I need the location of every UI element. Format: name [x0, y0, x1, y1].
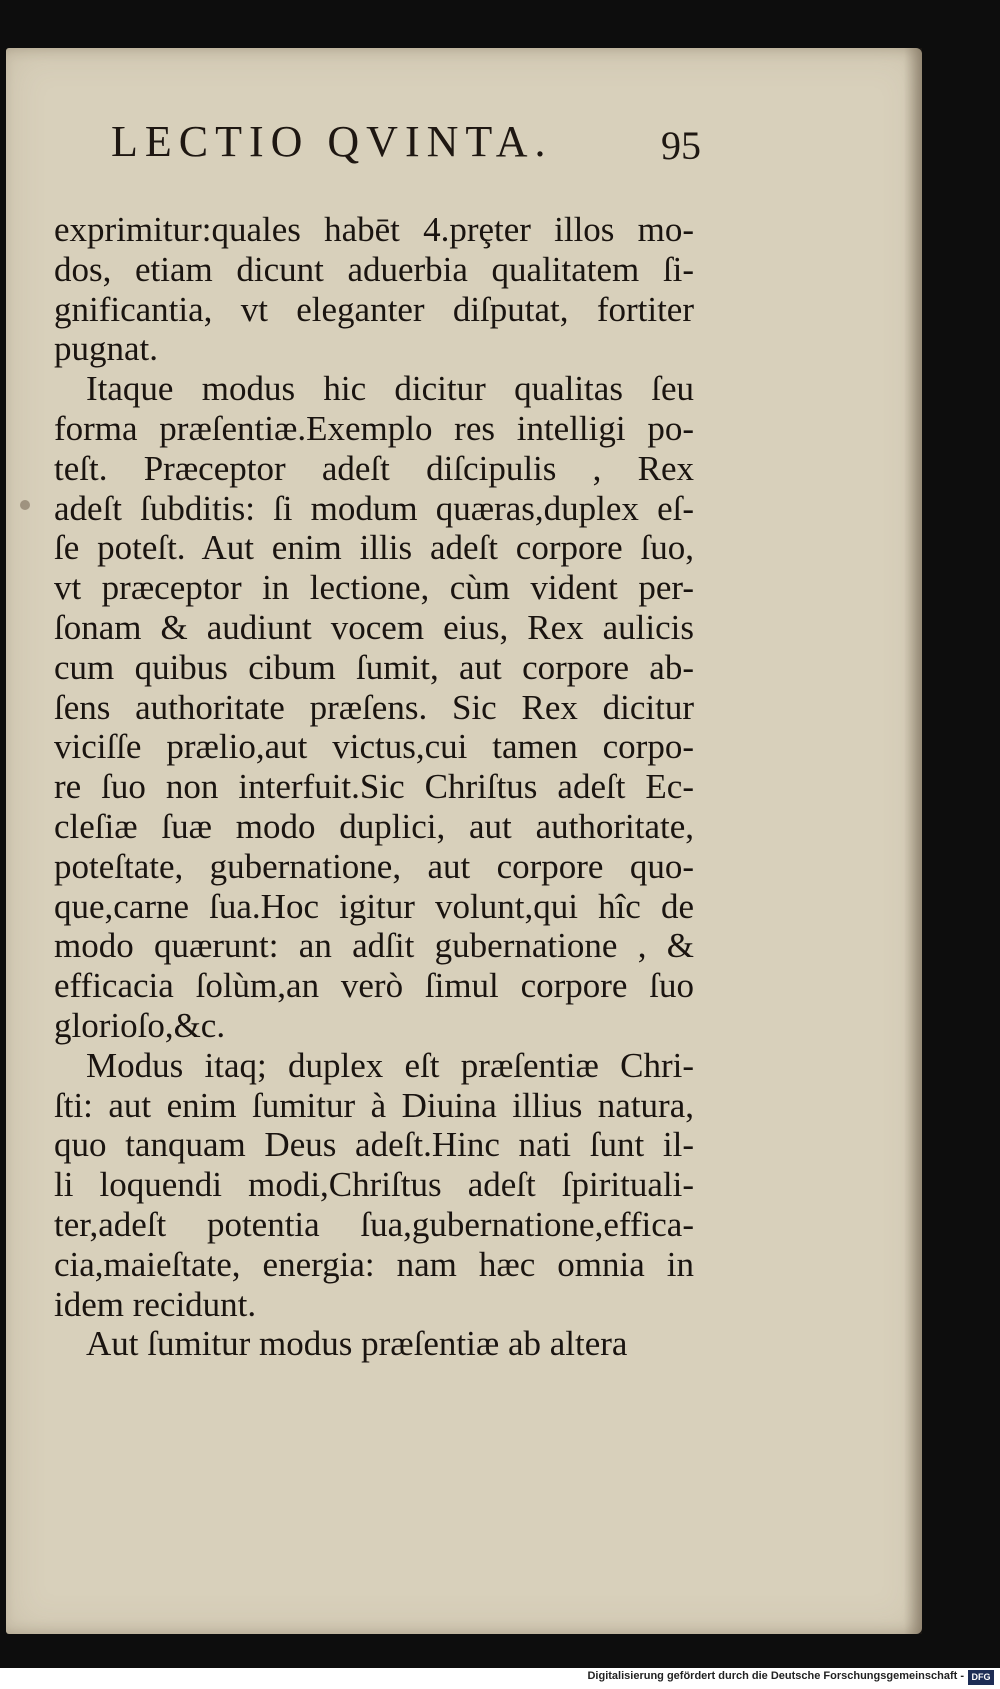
text-line: Aut ſumitur modus præſentiæ ab altera	[86, 1324, 628, 1364]
page-header	[111, 116, 701, 176]
text-line: gnificantia, vt eleganter diſputat, fortiter	[54, 289, 694, 329]
text-line: teſt. Præceptor adeſt diſcipulis , Rex	[54, 448, 694, 488]
book-page	[6, 48, 922, 1634]
running-title: LECTIO QVINTA.	[111, 117, 553, 166]
text-line: viciſſe prælio,aut victus,cui tamen corpo-	[54, 727, 694, 767]
page-number: 95	[661, 123, 701, 168]
text-line: idem recidunt.	[54, 1284, 257, 1324]
text-line: ſe poteſt. Aut enim illis adeſt corpore ſuo,	[54, 528, 694, 568]
text-line: pugnat.	[54, 329, 159, 369]
text-line: efficacia ſolùm,an verò ſimul corpore ſuo	[54, 966, 694, 1006]
text-line: Modus itaq; duplex eſt præſentiæ Chri-	[86, 1045, 694, 1085]
text-line: ter,adeſt potentia ſua,gubernatione,effica-	[54, 1204, 694, 1244]
paper-speck	[20, 500, 30, 510]
text-line: vt præceptor in lectione, cùm vident per-	[54, 568, 694, 608]
text-line: adeſt ſubditis: ſi modum quæras,duplex eſ-	[54, 488, 694, 528]
text-line: quo tanquam Deus adeſt.Hinc nati ſunt il-	[54, 1125, 694, 1165]
text-line: modo quærunt: an adſit gubernatione , &	[54, 926, 694, 966]
text-line: cleſiæ ſuæ modo duplici, aut authoritate,	[54, 806, 694, 846]
text-line: re ſuo non interfuit.Sic Chriſtus adeſt Ec-	[54, 767, 694, 807]
text-line: Itaque modus hic dicitur qualitas ſeu	[86, 369, 694, 409]
body-text	[54, 210, 694, 1364]
text-line: poteſtate, gubernatione, aut corpore quo-	[54, 846, 694, 886]
text-line: forma præſentiæ.Exemplo res intelligi po-	[54, 408, 694, 448]
text-line: glorioſo,&c.	[54, 1005, 226, 1045]
text-line: exprimitur:quales habēt 4.prȩter illos mo-	[54, 210, 694, 249]
dfg-logo: DFG	[968, 1670, 994, 1685]
text-line: ſti: aut enim ſumitur à Diuina illius natura,	[54, 1085, 694, 1125]
text-line: que,carne ſua.Hoc igitur volunt,qui hîc de	[54, 886, 694, 926]
text-line: ſonam & audiunt vocem eius, Rex aulicis	[54, 607, 694, 647]
text-line: li loquendi modi,Chriſtus adeſt ſpirituali-	[54, 1165, 694, 1205]
text-line: ſens authoritate præſens. Sic Rex dicitur	[54, 687, 694, 727]
text-line: cum quibus cibum ſumit, aut corpore ab-	[54, 647, 694, 687]
text-line: cia,maieſtate, energia: nam hæc omnia in	[54, 1244, 694, 1284]
text-line: dos, etiam dicunt aduerbia qualitatem ſi-	[54, 249, 694, 289]
digitization-footer	[0, 1668, 1000, 1689]
funding-credit: Digitalisierung gefördert durch die Deutsche Forschungsgemeinschaft -	[587, 1670, 964, 1682]
